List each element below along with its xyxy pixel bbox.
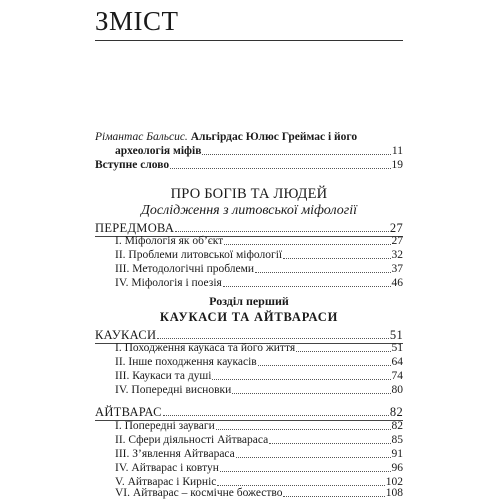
toc-item[interactable] [115, 262, 403, 276]
toc-item-label: I. Попередні зауваги [115, 420, 215, 432]
toc-page-number: 80 [391, 384, 403, 396]
toc-item-label: I. Міфологія як об’єкт [115, 235, 224, 247]
leader-dots [223, 286, 391, 287]
toc-chapter-title: ПЕРЕДМОВА [95, 221, 175, 235]
toc-item-label: I. Походження каукаса та його життя [115, 342, 296, 354]
toc-entry-author: Рімантас Бальсис. [95, 131, 188, 143]
leader-dots [212, 379, 390, 380]
toc-page-number: 85 [391, 434, 403, 446]
toc-entry-foreword-essay-line2[interactable] [115, 144, 403, 158]
toc-item-label: II. Проблеми литовської міфології [115, 249, 283, 261]
toc-item[interactable] [115, 486, 403, 500]
toc-item-label: IV. Міфологія і поезія [115, 277, 222, 289]
page-title: ЗМІСТ [95, 6, 179, 36]
toc-page-number: 82 [391, 420, 403, 432]
section-title: КАУКАСИ ТА АЙТВАРАСИ [159, 310, 339, 324]
toc-item-label: II. Інше походження каукасів [115, 356, 257, 368]
toc-page-number: 102 [385, 476, 403, 488]
toc-item[interactable] [115, 461, 403, 475]
toc-entry-intro[interactable] [95, 158, 403, 172]
leader-dots [202, 154, 391, 155]
leader-dots [220, 471, 391, 472]
toc-item[interactable] [115, 234, 403, 248]
toc-page-number: 51 [389, 328, 403, 342]
toc-item-label: VI. Айтварас – космічне божество [115, 487, 283, 499]
toc-chapter-preface[interactable] [95, 221, 403, 235]
section-kicker: Розділ перший [209, 294, 289, 308]
toc-item[interactable] [115, 341, 403, 355]
leader-dots [170, 168, 390, 169]
leader-dots [258, 365, 391, 366]
toc-item-label: IV. Айтварас і ковтун [115, 462, 219, 474]
toc-item[interactable] [115, 369, 403, 383]
toc-item-label: V. Айтварас і Кирніс [115, 476, 217, 488]
title-rule [95, 40, 403, 41]
toc-item-label: III. Каукаси та душі [115, 370, 212, 382]
leader-dots [269, 443, 390, 444]
part-title: ПРО БОГІВ ТА ЛЮДЕЙ [170, 186, 328, 202]
toc-page-number: 108 [385, 487, 403, 499]
toc-page-number: 51 [391, 342, 403, 354]
toc-chapter-title: КАУКАСИ [95, 328, 157, 342]
toc-page-number: 91 [391, 448, 403, 460]
toc-page-number: 11 [391, 145, 403, 157]
leader-dots [163, 415, 389, 416]
toc-page-number: 46 [391, 277, 403, 289]
toc-entry-title: Вступне слово [95, 159, 170, 171]
toc-page-number: 37 [391, 263, 403, 275]
toc-item-label: IV. Попередні висновки [115, 384, 232, 396]
toc-item[interactable] [115, 355, 403, 369]
toc-entry-title: Альгірдас Юлюс Греймас і його [190, 131, 358, 143]
leader-dots [255, 272, 390, 273]
leader-dots [175, 231, 389, 232]
leader-dots [157, 338, 389, 339]
leader-dots [216, 429, 391, 430]
toc-chapter-title: АЙТВАРАС [95, 405, 162, 419]
toc-page-number: 27 [391, 235, 403, 247]
leader-dots [283, 258, 390, 259]
toc-item-label: III. Методологічні проблеми [115, 263, 255, 275]
toc-chapter-kaukasy[interactable] [95, 328, 403, 342]
toc-page-number: 96 [391, 462, 403, 474]
toc-item[interactable] [115, 276, 403, 290]
toc-item[interactable] [115, 383, 403, 397]
leader-dots [236, 457, 391, 458]
part-subtitle: Дослідження з литовської міфології [141, 203, 357, 218]
toc-item-label: III. З’явлення Айтвараса [115, 448, 235, 460]
toc-page-number: 74 [391, 370, 403, 382]
toc-page-number: 82 [389, 405, 403, 419]
leader-dots [224, 244, 390, 245]
leader-dots [283, 496, 384, 497]
toc-page-number: 64 [391, 356, 403, 368]
leader-dots [232, 393, 390, 394]
toc-item[interactable] [115, 433, 403, 447]
toc-chapter-aitvaras[interactable] [95, 405, 403, 419]
toc-entry-title-cont: археологія міфів [115, 145, 202, 157]
toc-page-number: 32 [391, 249, 403, 261]
toc-page-number: 19 [391, 159, 403, 171]
toc-entry-foreword-essay[interactable] [95, 130, 403, 144]
toc-item[interactable] [115, 447, 403, 461]
toc-item[interactable] [115, 419, 403, 433]
toc-page-number: 27 [389, 221, 403, 235]
leader-dots [296, 351, 390, 352]
toc-item[interactable] [115, 248, 403, 262]
toc-item-label: II. Сфери діяльності Айтвараса [115, 434, 269, 446]
